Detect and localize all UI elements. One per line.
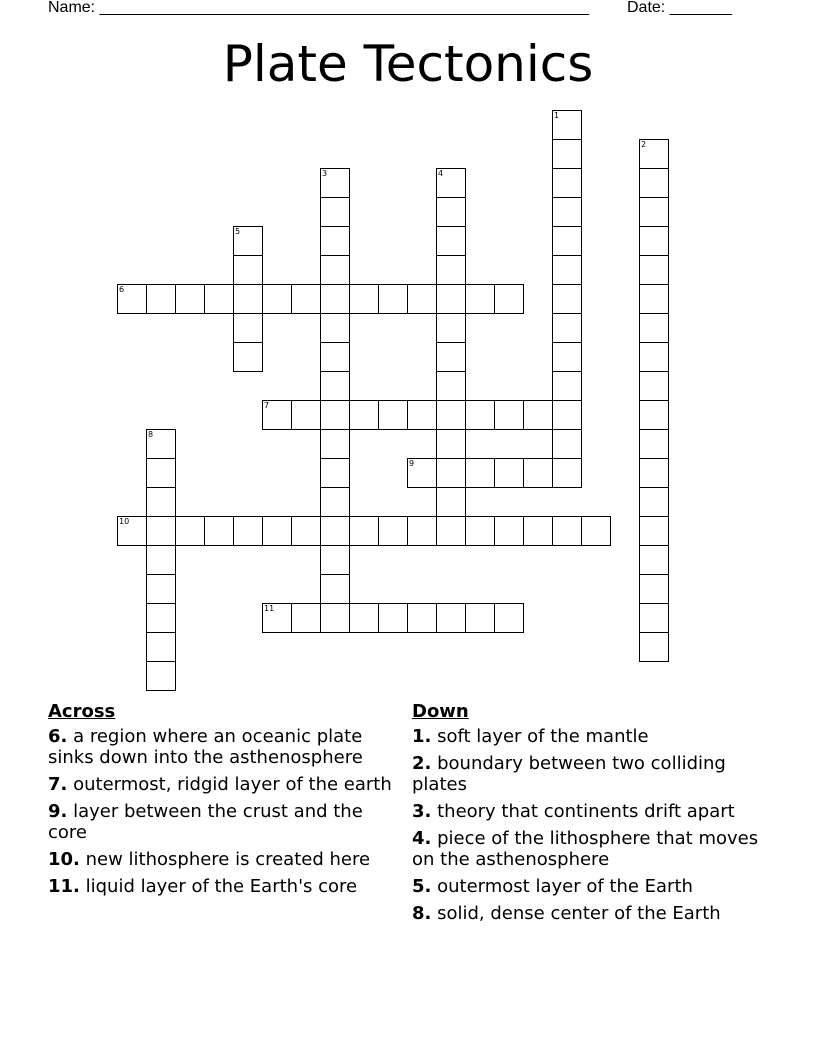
page-title: Plate Tectonics <box>222 35 594 93</box>
grid-cell[interactable] <box>494 458 524 488</box>
grid-cell[interactable] <box>407 284 437 314</box>
grid-cell[interactable] <box>552 284 582 314</box>
grid-cell[interactable] <box>262 284 292 314</box>
grid-cell[interactable] <box>407 603 437 633</box>
grid-cell[interactable] <box>552 226 582 256</box>
grid-cell[interactable] <box>639 313 669 343</box>
clue-down-8 <box>412 903 762 924</box>
clue-number: 2. <box>412 753 432 774</box>
grid-cell[interactable] <box>436 400 466 430</box>
grid-cell[interactable] <box>320 545 350 575</box>
grid-cell[interactable] <box>262 400 292 430</box>
grid-cell[interactable] <box>639 226 669 256</box>
grid-cell[interactable] <box>117 516 147 546</box>
clue-text: outermost, ridgid layer of the earth <box>67 774 392 795</box>
grid-cell[interactable] <box>320 603 350 633</box>
clue-number: 3. <box>412 801 432 822</box>
clue-text: soft layer of the mantle <box>431 726 649 747</box>
clue-number-label: 7 <box>264 401 270 410</box>
grid-cell[interactable] <box>146 661 176 691</box>
across-clues <box>48 701 403 903</box>
clue-number-label: 3 <box>322 169 328 178</box>
grid-cell[interactable] <box>639 429 669 459</box>
grid-cell[interactable] <box>291 400 321 430</box>
grid-cell[interactable] <box>436 516 466 546</box>
clue-number: 1. <box>412 726 432 747</box>
grid-cell[interactable] <box>146 516 176 546</box>
grid-cell[interactable] <box>465 458 495 488</box>
clue-number-label: 10 <box>119 517 130 526</box>
grid-cell[interactable] <box>639 603 669 633</box>
grid-cell[interactable] <box>349 516 379 546</box>
grid-cell[interactable] <box>639 487 669 517</box>
grid-cell[interactable] <box>233 255 263 285</box>
grid-cell[interactable] <box>320 168 350 198</box>
grid-cell[interactable] <box>436 603 466 633</box>
clue-number-label: 8 <box>148 430 154 439</box>
grid-cell[interactable] <box>639 342 669 372</box>
grid-cell[interactable] <box>552 197 582 227</box>
grid-cell[interactable] <box>552 255 582 285</box>
grid-cell[interactable] <box>465 516 495 546</box>
grid-cell[interactable] <box>436 371 466 401</box>
grid-cell[interactable] <box>552 371 582 401</box>
date-field-label: Date: _______ <box>627 0 732 16</box>
clue-number: 11. <box>48 876 80 897</box>
grid-cell[interactable] <box>494 603 524 633</box>
grid-cell[interactable] <box>320 516 350 546</box>
grid-cell[interactable] <box>639 284 669 314</box>
grid-cell[interactable] <box>552 429 582 459</box>
grid-cell[interactable] <box>320 429 350 459</box>
grid-cell[interactable] <box>349 284 379 314</box>
grid-cell[interactable] <box>320 458 350 488</box>
grid-cell[interactable] <box>175 516 205 546</box>
grid-cell[interactable] <box>378 516 408 546</box>
grid-cell[interactable] <box>233 342 263 372</box>
grid-cell[interactable] <box>436 255 466 285</box>
clue-across-6 <box>48 726 403 768</box>
grid-cell[interactable] <box>465 400 495 430</box>
clue-down-4 <box>412 828 762 870</box>
grid-cell[interactable] <box>320 313 350 343</box>
grid-cell[interactable] <box>117 284 147 314</box>
clue-across-10 <box>48 849 403 870</box>
grid-cell[interactable] <box>436 342 466 372</box>
grid-cell[interactable] <box>436 226 466 256</box>
grid-cell[interactable] <box>407 516 437 546</box>
clue-number: 6. <box>48 726 68 747</box>
clue-number: 9. <box>48 801 68 822</box>
grid-cell[interactable] <box>436 458 466 488</box>
grid-cell[interactable] <box>204 284 234 314</box>
grid-cell[interactable] <box>349 400 379 430</box>
grid-cell[interactable] <box>407 458 437 488</box>
grid-cell[interactable] <box>639 632 669 662</box>
clue-text: a region where an oceanic plate sinks down into the asthenosphere <box>48 726 363 768</box>
clue-number: 4. <box>412 828 432 849</box>
clue-text: layer between the crust and the core <box>48 801 363 843</box>
across-heading: Across <box>48 701 116 722</box>
grid-cell[interactable] <box>639 371 669 401</box>
grid-cell[interactable] <box>291 516 321 546</box>
grid-cell[interactable] <box>233 516 263 546</box>
grid-cell[interactable] <box>639 168 669 198</box>
clue-across-11 <box>48 876 403 897</box>
grid-cell[interactable] <box>146 487 176 517</box>
grid-cell[interactable] <box>320 371 350 401</box>
grid-cell[interactable] <box>320 574 350 604</box>
down-heading: Down <box>412 701 469 722</box>
grid-cell[interactable] <box>291 603 321 633</box>
clue-down-1 <box>412 726 762 747</box>
grid-cell[interactable] <box>639 139 669 169</box>
clue-number-label: 11 <box>264 604 275 613</box>
grid-cell[interactable] <box>378 603 408 633</box>
clue-number: 7. <box>48 774 68 795</box>
grid-cell[interactable] <box>436 284 466 314</box>
grid-cell[interactable] <box>436 168 466 198</box>
grid-cell[interactable] <box>146 632 176 662</box>
grid-cell[interactable] <box>639 545 669 575</box>
clue-number: 10. <box>48 849 80 870</box>
grid-cell[interactable] <box>320 487 350 517</box>
grid-cell[interactable] <box>378 400 408 430</box>
grid-cell[interactable] <box>320 226 350 256</box>
clue-text: boundary between two colliding plates <box>412 753 726 795</box>
clue-text: new lithosphere is created here <box>79 849 371 870</box>
grid-cell[interactable] <box>581 516 611 546</box>
grid-cell[interactable] <box>552 458 582 488</box>
grid-cell[interactable] <box>204 516 234 546</box>
grid-cell[interactable] <box>552 400 582 430</box>
clue-number-label: 2 <box>641 140 647 149</box>
grid-cell[interactable] <box>436 487 466 517</box>
clue-text: piece of the lithosphere that moves on the asthenosphere <box>412 828 759 870</box>
grid-cell[interactable] <box>233 284 263 314</box>
grid-cell[interactable] <box>320 400 350 430</box>
grid-cell[interactable] <box>349 603 379 633</box>
grid-cell[interactable] <box>175 284 205 314</box>
down-clues <box>412 701 762 930</box>
clue-number-label: 4 <box>438 169 444 178</box>
grid-cell[interactable] <box>262 603 292 633</box>
grid-cell[interactable] <box>552 110 582 140</box>
grid-cell[interactable] <box>146 458 176 488</box>
clue-down-2 <box>412 753 762 795</box>
grid-cell[interactable] <box>146 545 176 575</box>
grid-cell[interactable] <box>552 342 582 372</box>
clue-down-3 <box>412 801 762 822</box>
grid-cell[interactable] <box>146 284 176 314</box>
grid-cell[interactable] <box>523 458 553 488</box>
clue-down-5 <box>412 876 762 897</box>
grid-cell[interactable] <box>523 516 553 546</box>
grid-cell[interactable] <box>552 313 582 343</box>
grid-cell[interactable] <box>378 284 408 314</box>
grid-cell[interactable] <box>320 197 350 227</box>
grid-cell[interactable] <box>494 284 524 314</box>
grid-cell[interactable] <box>639 400 669 430</box>
clue-text: outermost layer of the Earth <box>431 876 693 897</box>
grid-cell[interactable] <box>552 139 582 169</box>
grid-cell[interactable] <box>639 197 669 227</box>
grid-cell[interactable] <box>320 284 350 314</box>
grid-cell[interactable] <box>146 429 176 459</box>
clue-number-label: 1 <box>554 111 560 120</box>
grid-cell[interactable] <box>320 255 350 285</box>
name-field-label: Name: _______________________________________________________ <box>48 0 589 16</box>
grid-cell[interactable] <box>436 197 466 227</box>
grid-cell[interactable] <box>146 574 176 604</box>
clue-across-7 <box>48 774 403 795</box>
clue-text: theory that continents drift apart <box>431 801 735 822</box>
grid-cell[interactable] <box>436 429 466 459</box>
grid-cell[interactable] <box>494 400 524 430</box>
grid-cell[interactable] <box>639 458 669 488</box>
grid-cell[interactable] <box>494 516 524 546</box>
grid-cell[interactable] <box>465 603 495 633</box>
clue-number-label: 6 <box>119 285 125 294</box>
clue-number: 8. <box>412 903 432 924</box>
clue-text: liquid layer of the Earth's core <box>79 876 358 897</box>
grid-cell[interactable] <box>407 400 437 430</box>
grid-cell[interactable] <box>291 284 321 314</box>
clue-across-9 <box>48 801 403 843</box>
grid-cell[interactable] <box>639 516 669 546</box>
grid-cell[interactable] <box>233 226 263 256</box>
grid-cell[interactable] <box>552 168 582 198</box>
grid-cell[interactable] <box>262 516 292 546</box>
grid-cell[interactable] <box>146 603 176 633</box>
grid-cell[interactable] <box>320 342 350 372</box>
clue-number-label: 5 <box>235 227 241 236</box>
grid-cell[interactable] <box>639 255 669 285</box>
grid-cell[interactable] <box>552 516 582 546</box>
clue-text: solid, dense center of the Earth <box>431 903 721 924</box>
grid-cell[interactable] <box>465 284 495 314</box>
clue-number-label: 9 <box>409 459 415 468</box>
grid-cell[interactable] <box>436 313 466 343</box>
grid-cell[interactable] <box>523 400 553 430</box>
grid-cell[interactable] <box>639 574 669 604</box>
grid-cell[interactable] <box>233 313 263 343</box>
clue-number: 5. <box>412 876 432 897</box>
